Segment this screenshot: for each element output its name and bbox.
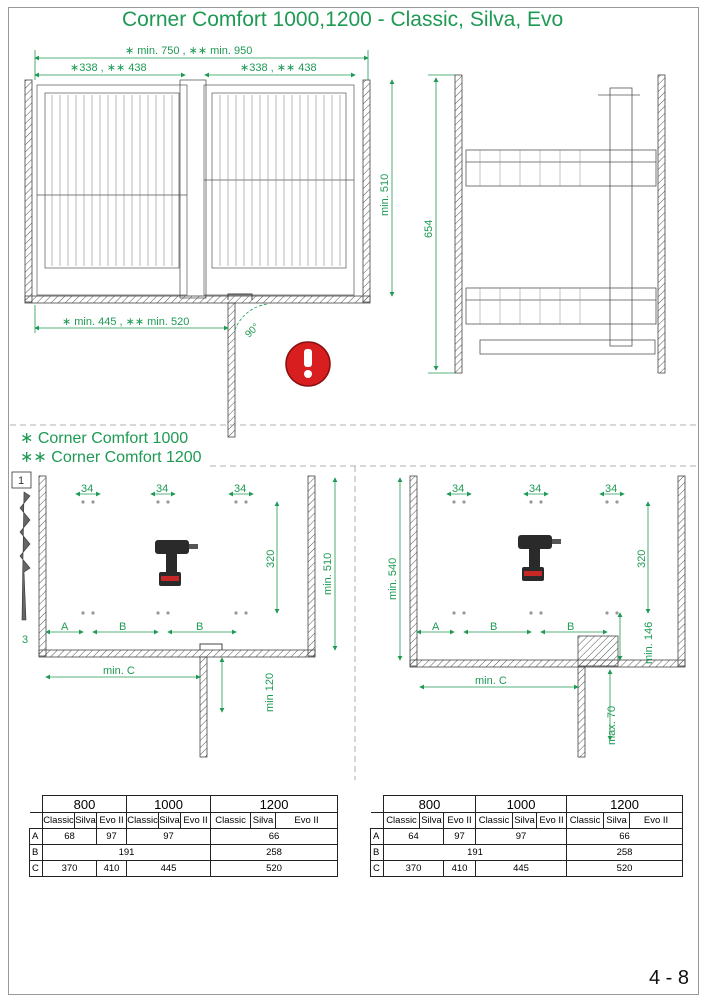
variant-header: Classic — [476, 813, 513, 829]
variant-header: Classic — [43, 813, 75, 829]
left-install-view — [39, 476, 335, 757]
side-view — [423, 75, 665, 373]
table-cell: 64 — [384, 829, 444, 845]
drill-number-1: 1 — [18, 475, 25, 487]
table-cell: 191 — [384, 845, 567, 861]
gap-min-label: min. 146 — [643, 621, 655, 664]
spacing-label-3: 34 — [605, 483, 618, 495]
label-b-2: B — [196, 621, 204, 633]
min-c-label: min. C — [103, 665, 135, 677]
size-800: 800 — [43, 796, 127, 813]
table-row — [30, 845, 338, 861]
row-label: C — [30, 861, 43, 877]
table-cell: 68 — [43, 829, 97, 845]
spacing-label-2: 34 — [529, 483, 542, 495]
variant-header: Classic — [127, 813, 159, 829]
table-row — [30, 829, 338, 845]
variant-header: Silva — [75, 813, 97, 829]
label-b-2: B — [567, 621, 575, 633]
spacing-label-2: 34 — [156, 483, 169, 495]
table-cell: 370 — [43, 861, 97, 877]
drill-bit-icon — [12, 472, 31, 646]
table-cell: 445 — [476, 861, 567, 877]
drill-number-3: 3 — [22, 634, 29, 646]
width-min-label: ∗ min. 750 , ∗∗ min. 950 — [125, 45, 253, 57]
table-cell: 66 — [211, 829, 338, 845]
half-left-label: ∗338 , ∗∗ 438 — [70, 62, 147, 74]
variant-header: Evo II — [537, 813, 567, 829]
height-label: 320 — [636, 549, 648, 568]
page-title: Corner Comfort 1000,1200 - Classic, Silva, Evo — [122, 8, 564, 31]
table-cell: 66 — [567, 829, 683, 845]
spacing-label-1: 34 — [452, 483, 465, 495]
table-cell: 410 — [97, 861, 127, 877]
variant-header: Silva — [159, 813, 181, 829]
gap-min-label: min 120 — [264, 672, 276, 712]
table-cell: 97 — [444, 829, 476, 845]
height-label: 654 — [423, 219, 435, 238]
table-cell: 370 — [384, 861, 444, 877]
section-dividers — [10, 425, 700, 780]
spacing-label-1: 34 — [81, 483, 94, 495]
table-cell: 97 — [476, 829, 567, 845]
variant-header: Silva — [513, 813, 537, 829]
table-cell: 258 — [567, 845, 683, 861]
table-cell: 445 — [127, 861, 211, 877]
label-a: A — [61, 621, 69, 633]
table-row — [371, 861, 683, 877]
size-1000: 1000 — [476, 796, 567, 813]
legend-single-star: ∗ Corner Comfort 1000 — [20, 430, 189, 447]
variant-header: Evo II — [97, 813, 127, 829]
variant-header: Evo II — [181, 813, 211, 829]
size-1200: 1200 — [211, 796, 338, 813]
page-number: 4 - 8 — [649, 967, 690, 989]
legend-double-star: ∗∗ Corner Comfort 1200 — [20, 449, 202, 466]
row-label: C — [371, 861, 384, 877]
table-cell: 97 — [127, 829, 211, 845]
cordless-drill-icon — [155, 540, 198, 586]
opening-min-label: ∗ min. 445 , ∗∗ min. 520 — [62, 316, 190, 328]
variant-header: Silva — [420, 813, 444, 829]
right-install-view — [387, 476, 685, 757]
row-label: A — [30, 829, 43, 845]
label-b-1: B — [490, 621, 498, 633]
depth-min-label: min. 510 — [322, 552, 334, 595]
table-cell: 520 — [567, 861, 683, 877]
height-label: 320 — [265, 549, 277, 568]
table-row — [30, 861, 338, 877]
row-label: B — [371, 845, 384, 861]
half-right-label: ∗338 , ∗∗ 438 — [240, 62, 317, 74]
table-cell: 410 — [444, 861, 476, 877]
depth-min-label: min. 510 — [379, 173, 391, 216]
variant-header: Evo II — [630, 813, 683, 829]
table-row — [371, 845, 683, 861]
variant-header: Silva — [604, 813, 630, 829]
size-800: 800 — [384, 796, 476, 813]
variant-header: Classic — [384, 813, 420, 829]
table-cell: 520 — [211, 861, 338, 877]
label-b-1: B — [119, 621, 127, 633]
table-cell: 191 — [43, 845, 211, 861]
dimension-table-right — [370, 795, 683, 877]
max-label: max. 70 — [606, 705, 618, 745]
warning-icon — [286, 342, 330, 386]
angle-label: 90° — [243, 321, 262, 341]
variant-header: Evo II — [276, 813, 338, 829]
dimension-table-left — [29, 795, 338, 877]
variant-header: Classic — [567, 813, 604, 829]
top-plan-view — [25, 45, 392, 437]
variant-header: Evo II — [444, 813, 476, 829]
table-cell: 97 — [97, 829, 127, 845]
size-1000: 1000 — [127, 796, 211, 813]
row-label: B — [30, 845, 43, 861]
cordless-drill-icon — [518, 535, 561, 581]
table-row — [371, 829, 683, 845]
row-label: A — [371, 829, 384, 845]
spacing-label-3: 34 — [234, 483, 247, 495]
label-a: A — [432, 621, 440, 633]
size-1200: 1200 — [567, 796, 683, 813]
variant-header: Silva — [251, 813, 276, 829]
min-c-label: min. C — [475, 675, 507, 687]
variant-header: Classic — [211, 813, 251, 829]
table-cell: 258 — [211, 845, 338, 861]
height-min-label: min. 540 — [387, 557, 399, 600]
